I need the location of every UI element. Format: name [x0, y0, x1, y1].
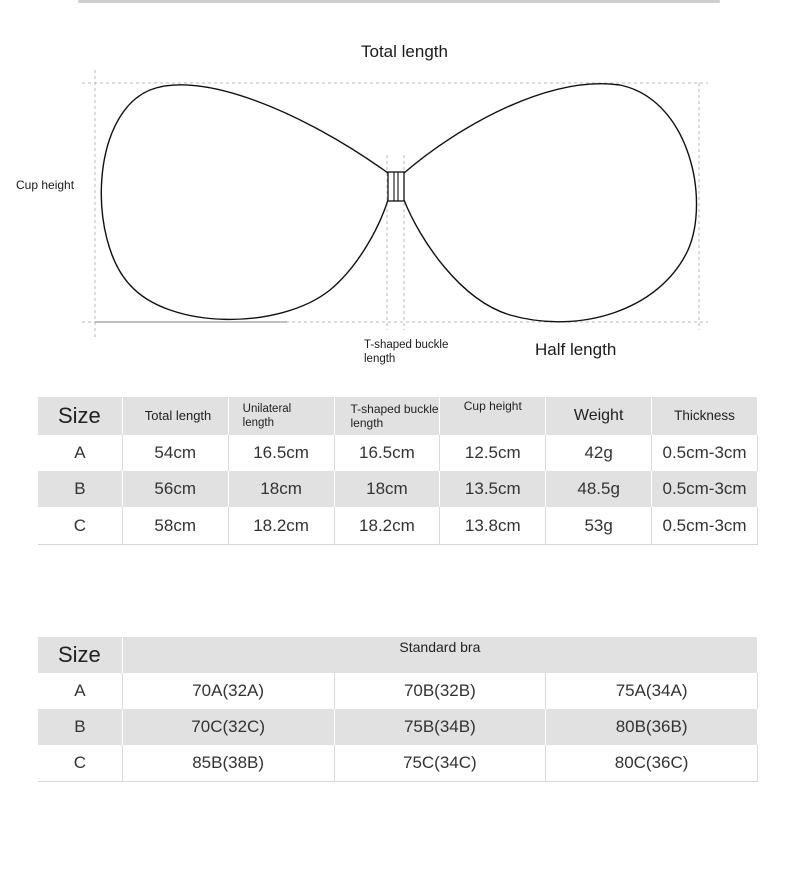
header-weight: Weight	[546, 397, 652, 435]
unilateral-length-value: 18.2cm	[228, 507, 334, 545]
header-standard-bra: Standard bra	[122, 637, 757, 673]
header-unilateral-length: Unilateral length	[228, 397, 334, 435]
table-row	[38, 435, 758, 471]
weight-value: 53g	[546, 507, 652, 545]
header-buckle-length: T-shaped buckle length	[334, 397, 440, 435]
bra-size-value: 70A(32A)	[122, 673, 334, 709]
weight-value: 42g	[546, 435, 652, 471]
table-row	[38, 745, 758, 782]
half-length-label: Half length	[535, 340, 617, 359]
row-size: A	[38, 435, 122, 471]
standard-bra-table	[38, 637, 758, 782]
header-thickness: Thickness	[652, 397, 758, 435]
bra-size-value: 70B(32B)	[334, 673, 546, 709]
total-length-value: 58cm	[122, 507, 228, 545]
right-cup-outline	[404, 84, 697, 322]
buckle-length-value: 18.2cm	[334, 507, 440, 545]
header-cup-height: Cup height	[440, 397, 546, 435]
t-buckle-shape	[388, 172, 404, 201]
total-length-label: Total length	[361, 42, 448, 61]
row-size: B	[38, 471, 122, 507]
total-length-value: 54cm	[122, 435, 228, 471]
total-length-value: 56cm	[122, 471, 228, 507]
bra-size-value: 75B(34B)	[334, 709, 546, 745]
spec-header-row	[38, 397, 758, 435]
table-row	[38, 471, 758, 507]
bra-size-value: 85B(38B)	[122, 745, 334, 782]
buckle-length-value: 16.5cm	[334, 435, 440, 471]
cup-height-value: 13.5cm	[440, 471, 546, 507]
row-size: C	[38, 745, 122, 782]
header-size: Size	[38, 637, 122, 673]
row-size: C	[38, 507, 122, 545]
header-size: Size	[38, 397, 122, 435]
buckle-length-value: 18cm	[334, 471, 440, 507]
thickness-value: 0.5cm-3cm	[652, 435, 758, 471]
bra-size-value: 80B(36B)	[546, 709, 758, 745]
bra-size-value: 70C(32C)	[122, 709, 334, 745]
unilateral-length-value: 16.5cm	[228, 435, 334, 471]
bra-size-value: 75C(34C)	[334, 745, 546, 782]
weight-value: 48.5g	[546, 471, 652, 507]
cup-height-value: 12.5cm	[440, 435, 546, 471]
cup-height-value: 13.8cm	[440, 507, 546, 545]
thickness-value: 0.5cm-3cm	[652, 507, 758, 545]
row-size: B	[38, 709, 122, 745]
thickness-value: 0.5cm-3cm	[652, 471, 758, 507]
bra-size-value: 75A(34A)	[546, 673, 758, 709]
size-spec-table	[38, 397, 758, 545]
buckle-length-label: T-shaped buckle length	[364, 339, 449, 365]
bra-header-row	[38, 637, 758, 673]
table-row	[38, 507, 758, 545]
table-row	[38, 673, 758, 709]
table-row	[38, 709, 758, 745]
cup-height-label: Cup height	[16, 178, 75, 192]
row-size: A	[38, 673, 122, 709]
header-total-length: Total length	[122, 397, 228, 435]
left-cup-outline	[101, 85, 388, 320]
unilateral-length-value: 18cm	[228, 471, 334, 507]
bra-size-value: 80C(36C)	[546, 745, 758, 782]
